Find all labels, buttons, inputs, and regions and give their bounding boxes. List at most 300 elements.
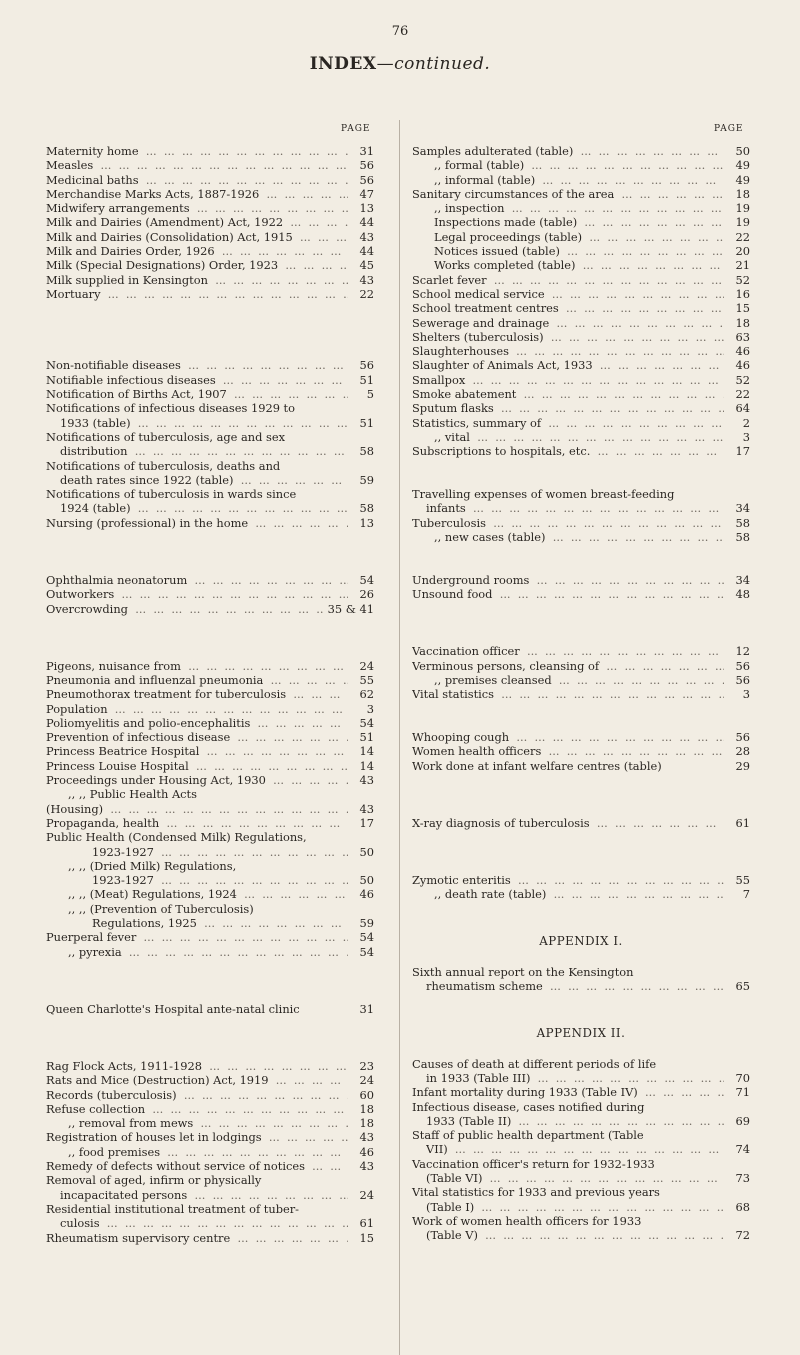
index-spacer [46,330,374,344]
index-entry-text: Pneumothorax treatment for tuberculosis ... [46,687,348,701]
index-entry [412,979,750,993]
left-page-column-header: PAGE [341,124,371,134]
index-spacer [412,459,750,473]
index-entry [46,516,374,530]
index-entry [412,873,750,887]
appendix-heading: APPENDIX I. [539,934,623,949]
index-entry [412,1114,750,1128]
index-page-number: 63 [735,329,750,344]
index-entry [412,301,750,315]
index-page-number: 43 [359,773,374,788]
index-entry-text: 1933 (table) ... [60,416,348,430]
index-entry [46,1102,374,1116]
index-page-number: 55 [735,873,750,888]
index-entry-line: ,, ,, (Prevention of Tuberculosis) [68,901,254,916]
index-entry-text: Puerperal fever ... [46,930,348,944]
index-entry-text: Infant mortality during 1933 (Table IV) ... [412,1085,724,1099]
index-page-number: 18 [735,315,750,330]
index-entry-text: VII) ... [426,1142,724,1156]
index-entry-text: Statistics, summary of ... [412,416,724,430]
index-page-number: 54 [359,572,374,587]
index-entry [412,330,750,344]
index-entry-text: Midwifery arrangements ... [46,201,348,215]
index-page-number: 22 [735,229,750,244]
index-entry [46,1073,374,1087]
index-entry [46,673,374,687]
index-page-number: 24 [359,658,374,673]
index-spacer [46,988,374,1002]
index-entry-text: Milk and Dairies (Consolidation) Act, 1915 ... [46,230,348,244]
index-spacer [46,544,374,558]
index-entry-text: Rag Flock Acts, 1911-1928 ... [46,1059,348,1073]
index-entry [46,916,374,930]
index-spacer [46,301,374,315]
index-entry [46,773,374,787]
index-entry [412,287,750,301]
index-page-number: 17 [735,444,750,459]
index-page-number: 44 [359,244,374,259]
index-entry [46,873,374,887]
index-page-number: 13 [359,201,374,216]
index-page-number: 73 [735,1171,750,1186]
index-entry-line: Removal of aged, infirm or physically [46,1173,262,1188]
index-page-number: 52 [735,272,750,287]
index-page-number: 15 [735,301,750,316]
index-entry-text: ,, informal (table) ... [434,173,724,187]
index-entry-text: ,, ,, (Meat) Regulations, 1924 ... [68,887,348,901]
index-entry [46,273,374,287]
index-page-number: 70 [735,1071,750,1085]
index-entry [412,201,750,215]
index-entry-text: Legal proceedings (table) ... [434,230,724,244]
index-entry [46,244,374,258]
index-entry-text: Nursing (professional) in the home ... [46,516,348,530]
index-entry-text: Milk and Dairies Order, 1926 ... [46,244,348,258]
index-entry [46,187,374,201]
index-entry [46,1231,374,1245]
index-entry-text: Registration of houses let in lodgings ... [46,1130,348,1144]
index-page-number: 69 [735,1113,750,1128]
index-entry-text: Mortuary ... [46,287,348,301]
index-entry [412,316,750,330]
index-entry-text: ,, removal from mews ... [68,1116,348,1130]
index-entry-text: Milk and Dairies (Amendment) Act, 1922 ... [46,215,348,229]
index-entry [46,702,374,716]
index-page-number: 22 [359,286,374,301]
index-entry-text: Notification of Births Act, 1907 ... [46,387,348,401]
index-entry [46,1188,374,1202]
index-entry-text: Overcrowding ... [46,602,324,616]
index-entry-text: Queen Charlotte's Hospital ante-natal clinic [46,1001,300,1016]
index-entry-text: Pneumonia and influenzal pneumonia ... [46,673,348,687]
index-spacer [46,344,374,358]
index-entry-text: Vaccination officer ... [412,644,724,658]
index-entry [46,287,374,301]
index-entry-text: Notices issued (table) ... [434,244,724,258]
index-entry-text: Slaughterhouses ... [412,344,724,358]
index-entry-line: ,, ,, (Dried Milk) Regulations, [68,858,237,873]
index-entry [412,573,750,587]
index-page-number: 64 [735,401,750,416]
index-entry-text: ,, food premises ... [68,1145,348,1159]
index-page-number: 20 [735,244,750,259]
index-entry-text: Records (tuberculosis) ... [46,1088,348,1102]
title-main: INDEX [309,54,377,74]
index-entry-text: culosis ... [60,1216,348,1230]
index-entry [46,1088,374,1102]
index-entry-text: Women health officers ... [412,744,724,758]
index-entry [46,730,374,744]
index-spacer [412,951,750,965]
index-entry [46,258,374,272]
index-entry-text: ,, formal (table) ... [434,158,724,172]
index-page-number: 17 [359,815,374,830]
index-entry-text: ,, inspection ... [434,201,724,215]
index-page-number: 59 [359,472,374,487]
index-page-number: 61 [359,1216,374,1231]
index-entry [46,602,374,616]
index-entry [412,273,750,287]
index-page-number: 56 [359,172,374,187]
index-entry [412,730,750,744]
index-spacer [412,1042,750,1056]
index-page-number: 31 [359,1001,374,1016]
index-page-number: 26 [359,587,374,602]
index-entry-line: Staff of public health department (Table [412,1128,644,1143]
index-entry-text: ,, death rate (table) ... [434,887,724,901]
index-entry [46,173,374,187]
index-entry-line: Travelling expenses of women breast-feeding [412,487,675,502]
index-entry [412,244,750,258]
index-entry-text: Underground rooms ... [412,573,724,587]
index-spacer [46,630,374,644]
index-page-number: 15 [359,1230,374,1245]
index-entry-text: (Housing) ... [46,802,348,816]
index-entry [412,516,750,530]
index-page-number: 24 [359,1073,374,1088]
index-spacer [412,559,750,573]
index-page-number: 49 [735,158,750,173]
index-entry [46,759,374,773]
index-page-number: 43 [359,801,374,816]
index-page-number: 50 [359,844,374,859]
index-entry [412,887,750,901]
index-page-number: 46 [359,1144,374,1159]
index-page-number: 29 [735,758,750,773]
index-page-number: 58 [735,515,750,530]
index-entry [46,930,374,944]
index-page-number: 34 [735,572,750,587]
index-entry [412,1071,750,1085]
index-entry [412,759,750,773]
index-entry [46,1059,374,1073]
index-entry-text: Scarlet fever ... [412,273,724,287]
index-spacer [46,559,374,573]
index-entry [46,1216,374,1230]
index-entry-text: Outworkers ... [46,587,348,601]
index-entry-text: 1933 (Table II) ... [426,1114,724,1128]
index-entry [46,416,374,430]
index-spacer [412,602,750,616]
index-entry [46,1145,374,1159]
index-spacer [412,773,750,787]
index-page-number: 59 [359,916,374,931]
index-page-number: 43 [359,1159,374,1174]
index-entry-text: 1923-1927 ... [92,845,348,859]
index-page-number: 54 [359,944,374,959]
index-page-number: 45 [359,258,374,273]
index-entry [412,816,750,830]
index-entry [46,587,374,601]
index-spacer [46,1045,374,1059]
index-spacer [412,830,750,844]
index-page-number: 16 [735,286,750,301]
index-page-number: 3 [742,429,750,444]
index-entry [46,845,374,859]
index-entry [412,1085,750,1099]
index-entry [46,687,374,701]
index-entry-text: Sputum flasks ... [412,401,724,415]
index-entry-text: Work done at infant welfare centres (table) [412,758,662,773]
index-entry [46,1116,374,1130]
index-entry-text: Works completed (table) ... [434,258,724,272]
index-entry-line: Sixth annual report on the Kensington [412,964,634,979]
index-entry [46,373,374,387]
index-entry-text: (Table V) ... [426,1228,724,1242]
index-page-number: 46 [359,887,374,902]
index-entry [412,230,750,244]
index-spacer [412,916,750,930]
index-page-number: 54 [359,930,374,945]
index-entry-text: in 1933 (Table III) ... [426,1071,724,1085]
index-entry-line: Vital statistics for 1933 and previous years [412,1185,660,1200]
column-divider [399,120,400,1355]
index-spacer [412,630,750,644]
index-page-number: 18 [359,1116,374,1131]
index-page-number: 48 [735,587,750,602]
index-entry [46,387,374,401]
index-entry-text: Slaughter of Animals Act, 1933 ... [412,358,724,372]
index-entry [46,501,374,515]
index-entry-text: Rheumatism supervisory centre ... [46,1231,348,1245]
index-entry-text: rheumatism scheme ... [426,979,724,993]
index-entry-text: (Table VI) ... [426,1171,724,1185]
index-spacer [46,1030,374,1044]
index-spacer [412,902,750,916]
index-entry-text: ,, pyrexia ... [68,945,348,959]
index-entry-text: distribution ... [60,444,348,458]
index-entry [412,744,750,758]
index-entry [412,501,750,515]
index-entry-text: Whooping cough ... [412,730,724,744]
index-entry [412,187,750,201]
index-entry [412,158,750,172]
index-page-number: 46 [735,344,750,359]
index-entry-line: Notifications of tuberculosis, age and sex [46,429,286,444]
index-entry-text: X-ray diagnosis of tuberculosis ... [412,816,724,830]
index-entry [412,144,750,158]
index-entry-text: Samples adulterated (table) ... [412,144,724,158]
index-entry-text: Population ... [46,702,348,716]
index-entry-text: Maternity home ... [46,144,348,158]
index-page-number: 56 [735,658,750,673]
index-spacer [46,644,374,658]
index-entry [46,1130,374,1144]
index-entry-text: (Table I) ... [426,1200,724,1214]
index-entry [46,573,374,587]
index-page-number: 56 [735,672,750,687]
index-entry [46,144,374,158]
index-page-number: 51 [359,730,374,745]
index-entry [412,644,750,658]
index-entry [412,1142,750,1156]
index-page-number: 31 [359,144,374,158]
index-page-number: 58 [359,444,374,459]
index-spacer [412,994,750,1008]
index-entry-text: Refuse collection ... [46,1102,348,1116]
index-page-number: 51 [359,415,374,430]
index-page-number: 43 [359,272,374,287]
index-spacer [412,616,750,630]
index-entry [46,887,374,901]
index-entry-text: Proceedings under Housing Act, 1930 ... [46,773,348,787]
index-page-number: 14 [359,744,374,759]
index-entry-text: School treatment centres ... [412,301,724,315]
index-entry [412,387,750,401]
index-spacer [46,530,374,544]
index-entry [412,530,750,544]
index-entry [46,358,374,372]
index-spacer [46,973,374,987]
index-page-number: 51 [359,372,374,387]
index-entry-line: Work of women health officers for 1933 [412,1213,642,1228]
index-entry-text: Remedy of defects without service of notices ... [46,1159,348,1173]
index-entry-text: Shelters (tuberculosis) ... [412,330,724,344]
index-entry-text: Unsound food ... [412,587,724,601]
index-page-number: 74 [735,1142,750,1157]
index-page-number: 21 [735,258,750,273]
index-page-number: 18 [359,1101,374,1116]
index-entry [46,945,374,959]
index-entry [46,816,374,830]
index-page-number: 3 [366,701,374,716]
index-entry-text: death rates since 1922 (table) ... [60,473,348,487]
page-number: 76 [391,24,409,39]
index-entry [46,659,374,673]
index-entry-text: incapacitated persons ... [60,1188,348,1202]
index-entry-text: Notifiable infectious diseases ... [46,373,348,387]
index-page-number: 12 [735,644,750,659]
index-page-number: 54 [359,715,374,730]
index-entry-text: Subscriptions to hospitals, etc. ... [412,444,724,458]
index-entry [412,687,750,701]
index-entry-line: Causes of death at different periods of life [412,1056,657,1071]
index-spacer [412,473,750,487]
index-page-number: 56 [359,358,374,373]
index-entry [412,1171,750,1185]
index-page-number: 71 [735,1085,750,1100]
appendix-heading: APPENDIX II. [536,1026,626,1041]
index-page-number: 46 [735,358,750,373]
index-page-number: 61 [735,815,750,830]
index-entry [46,1002,374,1016]
index-entry [46,473,374,487]
index-entry [412,401,750,415]
index-entry [412,430,750,444]
index-entry-text: Medicinal baths ... [46,173,348,187]
index-entry-line: Notifications of tuberculosis, deaths and [46,458,281,473]
index-page-number: 19 [735,215,750,230]
index-page-number: 43 [359,229,374,244]
index-page-number: 28 [735,744,750,759]
index-entry-line: Public Health (Condensed Milk) Regulations, [46,830,307,845]
index-entry [412,587,750,601]
index-page-number: 52 [735,372,750,387]
index-spacer [412,716,750,730]
index-page-number: 60 [359,1087,374,1102]
index-entry [412,673,750,687]
index-entry-line: Notifications of tuberculosis in wards since [46,487,297,502]
index-entry-text: Princess Louise Hospital ... [46,759,348,773]
index-page-number: 7 [742,887,750,902]
index-entry-text: Merchandise Marks Acts, 1887-1926 ... [46,187,348,201]
index-page-number: 24 [359,1187,374,1202]
index-page-number: 56 [735,730,750,745]
index-page-number: 68 [735,1199,750,1214]
index-entry-text: ,, vital ... [434,430,724,444]
index-entry-text: Pigeons, nuisance from ... [46,659,348,673]
index-entry [46,716,374,730]
index-spacer [412,845,750,859]
index-entry [412,258,750,272]
index-page-number: 2 [742,415,750,430]
index-entry-line: ,, ,, Public Health Acts [68,787,197,802]
index-entry-text: Milk supplied in Kensington ... [46,273,348,287]
index-entry-text: School medical service ... [412,287,724,301]
index-entry-line: Notifications of infectious diseases 1929 to [46,401,295,416]
index-page-number: 56 [359,158,374,173]
index-entry-text: 1924 (table) ... [60,501,348,515]
index-entry [412,358,750,372]
index-entry-text: Sanitary circumstances of the area ... [412,187,724,201]
page-title [0,54,800,74]
index-page-number: 19 [735,201,750,216]
index-entry-text: Zymotic enteritis ... [412,873,724,887]
index-entry [46,215,374,229]
index-entry-text: Verminous persons, cleansing of ... [412,659,724,673]
index-entry-text: Smoke abatement ... [412,387,724,401]
index-page-number: 18 [735,186,750,201]
index-page-number: 58 [735,530,750,545]
index-page-number: 47 [359,186,374,201]
index-entry-line: Residential institutional treatment of tuber- [46,1201,300,1216]
index-entry-text: Smallpox ... [412,373,724,387]
index-spacer [412,787,750,801]
index-entry-text: Measles ... [46,158,348,172]
index-entry [46,1159,374,1173]
index-entry [412,444,750,458]
index-page-number: 72 [735,1228,750,1243]
index-entry [412,215,750,229]
index-page-number: 35 & 41 [327,601,374,616]
index-entry-text: Propaganda, health ... [46,816,348,830]
index-spacer [412,802,750,816]
index-page-number: 3 [742,687,750,702]
index-entry-text: Sewerage and drainage ... [412,316,724,330]
index-left-column [46,144,374,1245]
index-entry [46,744,374,758]
index-entry-text: ,, new cases (table) ... [434,530,724,544]
